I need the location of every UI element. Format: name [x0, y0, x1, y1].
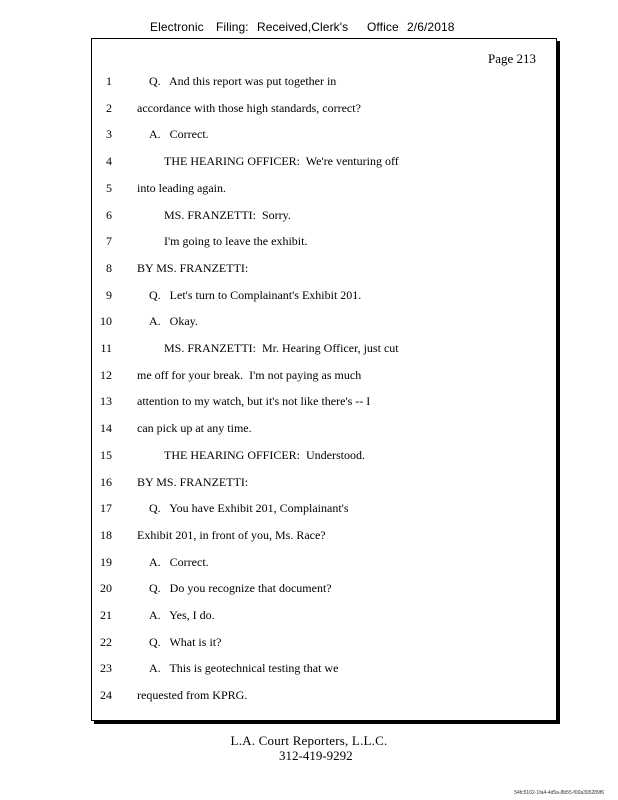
- line-number: 6: [106, 207, 112, 222]
- line-number: 23: [100, 661, 112, 676]
- line-text: attention to my watch, but it's not like there's -- I: [137, 394, 371, 409]
- transcript-line: [92, 101, 552, 117]
- line-number: 9: [106, 287, 112, 302]
- court-reporter-firm: L.A. Court Reporters, L.L.C.: [230, 733, 388, 748]
- transcript-line: [92, 341, 552, 357]
- transcript-line: [92, 528, 552, 544]
- line-number: 19: [100, 554, 112, 569]
- transcript-line: [92, 394, 552, 410]
- line-text: requested from KPRG.: [137, 688, 248, 703]
- line-number: 8: [106, 260, 112, 275]
- header-office: Office: [367, 20, 399, 34]
- line-text: I'm going to leave the exhibit.: [164, 234, 308, 249]
- line-text: into leading again.: [137, 180, 226, 195]
- line-text: Q. You have Exhibit 201, Complainant's: [149, 501, 349, 516]
- line-number: 24: [100, 688, 112, 703]
- line-text: A. Yes, I do.: [149, 608, 215, 622]
- transcript-line: [92, 74, 552, 90]
- line-text: A. Okay.: [149, 314, 198, 329]
- header-filing: Filing:: [216, 20, 249, 34]
- header-date: 2/6/2018: [407, 20, 455, 34]
- line-text: MS. FRANZETTI: Mr. Hearing Officer, just cut: [164, 341, 399, 355]
- line-number: 5: [106, 180, 112, 195]
- transcript-line: [92, 581, 552, 597]
- transcript-page-frame: [91, 38, 557, 721]
- line-number: 10: [100, 314, 112, 329]
- line-text: MS. FRANZETTI: Sorry.: [164, 207, 291, 222]
- line-number: 21: [100, 608, 112, 622]
- court-reporter-phone: 312-419-9292: [279, 748, 353, 763]
- line-text: A. Correct.: [149, 127, 209, 142]
- transcript-line: [92, 608, 552, 624]
- transcript-line: [92, 314, 552, 330]
- header-received: Received,Clerk's: [257, 20, 349, 34]
- line-number: 3: [106, 127, 112, 142]
- line-text: Q. Do you recognize that document?: [149, 581, 332, 596]
- line-number: 1: [106, 74, 112, 88]
- page-number: Page 213: [487, 51, 536, 66]
- transcript-line: [92, 635, 552, 651]
- transcript-line: [92, 688, 552, 704]
- line-text: A. Correct.: [149, 554, 209, 569]
- line-text: Q. What is it?: [149, 634, 222, 649]
- transcript-line: [92, 421, 552, 437]
- line-text: A. This is geotechnical testing that we: [149, 661, 339, 676]
- line-number: 13: [100, 394, 112, 409]
- transcript-line: [92, 261, 552, 277]
- transcript-line: [92, 448, 552, 464]
- line-text: accordance with those high standards, correct?: [137, 100, 361, 115]
- transcript-line: [92, 181, 552, 197]
- transcript-line: [92, 475, 552, 491]
- line-text: BY MS. FRANZETTI:: [137, 474, 249, 489]
- line-text: Q. Let's turn to Complainant's Exhibit 201.: [149, 287, 362, 302]
- transcript-line: [92, 234, 552, 250]
- line-number: 16: [100, 474, 112, 489]
- header-electronic: Electronic: [150, 20, 204, 34]
- line-number: 7: [106, 234, 112, 249]
- line-number: 17: [100, 501, 112, 516]
- line-number: 22: [100, 634, 112, 649]
- line-text: can pick up at any time.: [137, 421, 252, 436]
- line-text: THE HEARING OFFICER: Understood.: [164, 447, 365, 462]
- line-number: 15: [100, 447, 112, 462]
- transcript-line: [92, 501, 552, 517]
- line-number: 12: [100, 367, 112, 382]
- document-id: 54fc5102-1fa4-4d5a-8b55-f00a395289f6: [514, 790, 604, 796]
- line-text: Q. And this report was put together in: [149, 74, 337, 88]
- transcript-line: [92, 154, 552, 170]
- line-text: BY MS. FRANZETTI:: [137, 260, 249, 275]
- transcript-line: [92, 208, 552, 224]
- line-text: Exhibit 201, in front of you, Ms. Race?: [137, 527, 326, 542]
- transcript-line: [92, 555, 552, 571]
- transcript-line: [92, 368, 552, 384]
- line-number: 11: [100, 341, 112, 355]
- transcript-line: [92, 288, 552, 304]
- line-number: 20: [100, 581, 112, 596]
- line-number: 2: [106, 100, 112, 115]
- transcript-line: [92, 661, 552, 677]
- line-text: THE HEARING OFFICER: We're venturing off: [164, 154, 399, 169]
- line-text: me off for your break. I'm not paying as much: [137, 367, 362, 382]
- line-number: 18: [100, 527, 112, 542]
- transcript-line: [92, 127, 552, 143]
- line-number: 14: [100, 421, 112, 436]
- filing-stamp-header: [0, 20, 618, 36]
- line-number: 4: [106, 154, 112, 169]
